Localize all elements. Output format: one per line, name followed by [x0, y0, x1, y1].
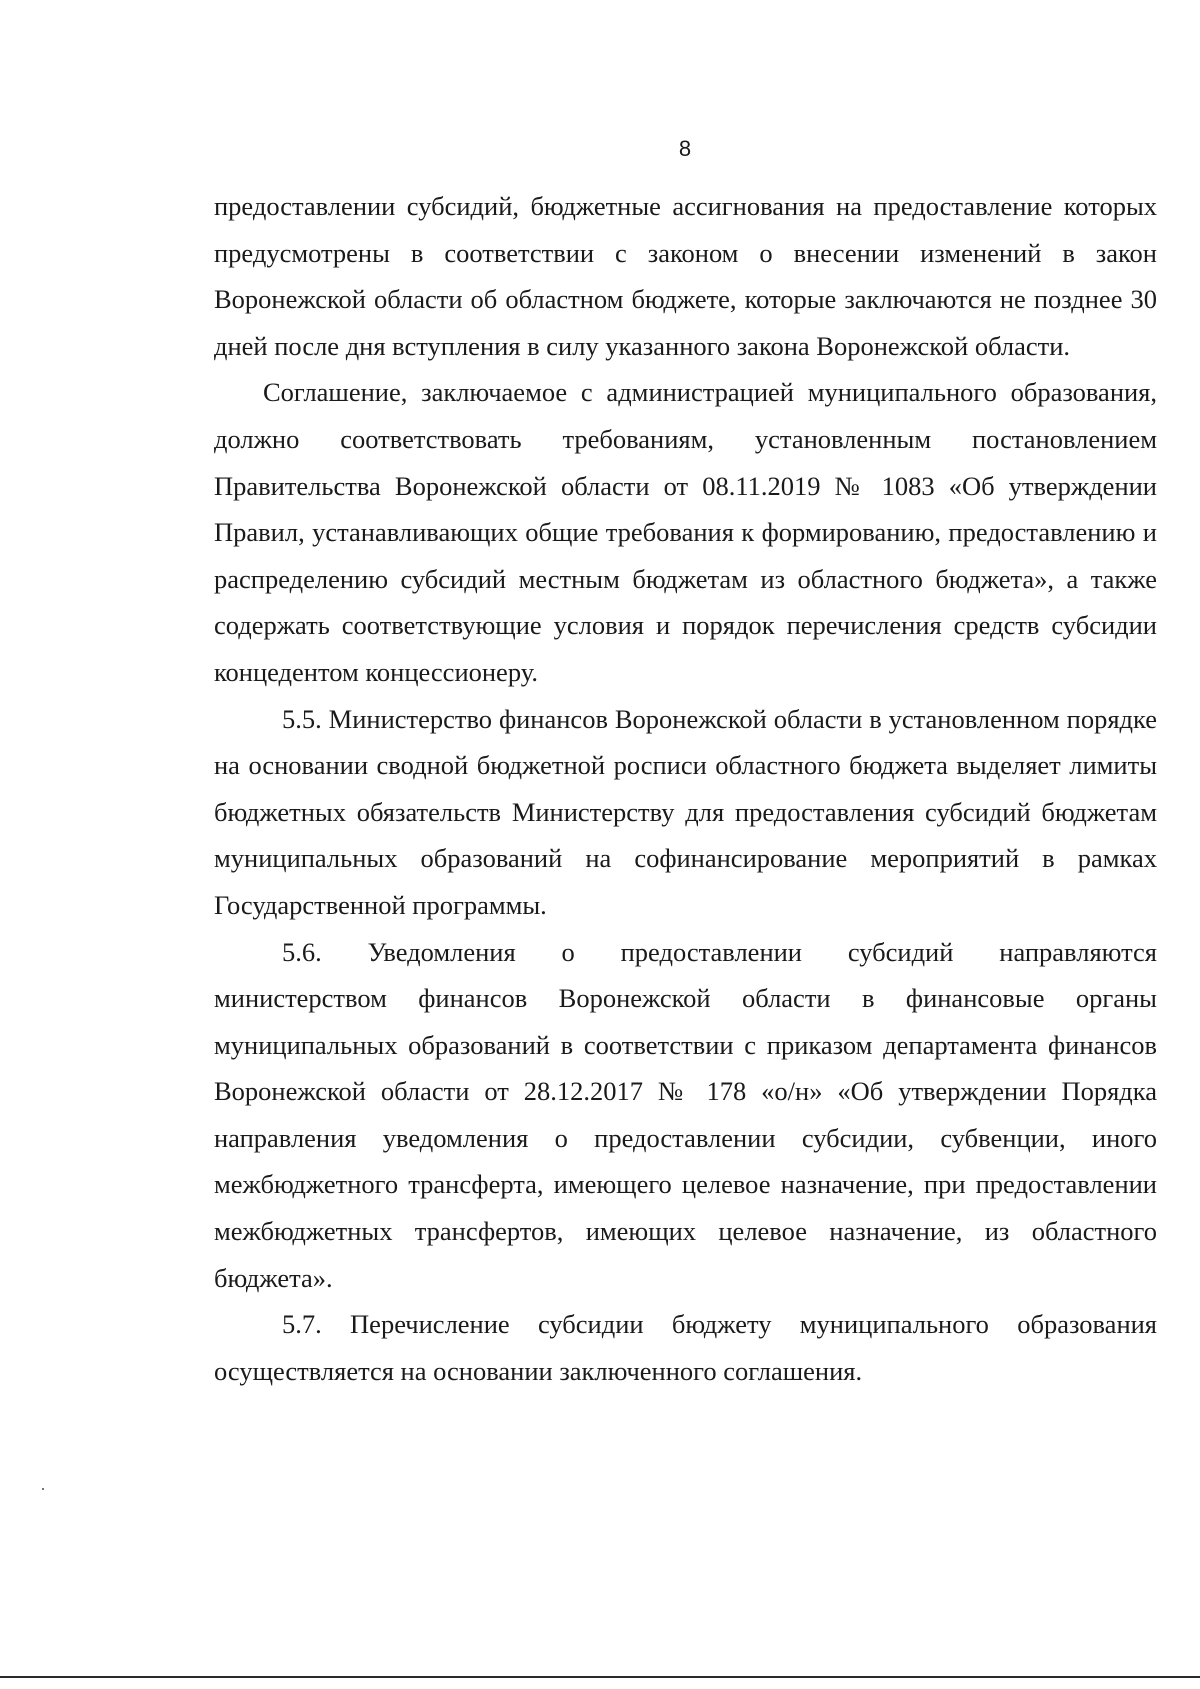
- paragraph-item-5-6-first-line: [214, 929, 1157, 976]
- page-number: 8: [678, 136, 692, 161]
- item-number: 5.6.: [282, 936, 322, 967]
- paragraph-item-5-5: 5.5. Министерство финансов Воронежской области в установленном порядке на основании сводной бюджетной росписи областного бюджета выделяет лимиты бюджетных обязательств Министерству для предоставления субсидий бюджетам муниципальных образований на софинансирование мероприятий в рамках Государственной программы.: [214, 703, 1157, 920]
- document-body: [214, 183, 1157, 1394]
- bottom-rule: [0, 1676, 1200, 1678]
- word: Уведомления: [367, 936, 516, 967]
- paragraph-item-5-7: 5.7. Перечисление субсидии бюджету муниципального образования осуществляется на основании заключенного соглашения.: [214, 1309, 1157, 1386]
- paragraph-continuation: предоставлении субсидий, бюджетные ассигнования на предоставление которых предусмотрены в соответствии с законом о внесении изменений в закон Воронежской области об областном бюджете, которые заключаются не позднее 30 дней после дня вступления в силу указанного закона Воронежской области.: [214, 191, 1157, 361]
- paragraph-item-5-6: [214, 929, 1157, 1302]
- scan-speck: [42, 1488, 44, 1490]
- paragraph-item-5-6-rest: министерством финансов Воронежской области в финансовые органы муниципальных образований в соответствии с приказом департамента финансов Воронежской области от 28.12.2017 № 178 «о/н» «Об утверждении Порядка направления уведомления о предоставлении субсидии, субвенции, иного межбюджетного трансферта, имеющего целевое назначение, при предоставлении межбюджетных трансфертов, имеющих целевое назначение, из областного бюджета».: [214, 983, 1157, 1293]
- word: субсидий: [847, 936, 954, 967]
- paragraph-agreement: Соглашение, заключаемое с администрацией муниципального образования, должно соответствовать требованиям, установленным постановлением Правительства Воронежской области от 08.11.2019 № 1083 «Об утверждении Правил, устанавливающих общие требования к формированию, предоставлению и распределению субсидий местным бюджетам из областного бюджета», а также содержать соответствующие условия и порядок перечисления средств субсидии концедентом концессионеру.: [214, 377, 1157, 687]
- word: предоставлении: [620, 936, 802, 967]
- word: направляются: [999, 936, 1157, 967]
- word: о: [561, 936, 575, 967]
